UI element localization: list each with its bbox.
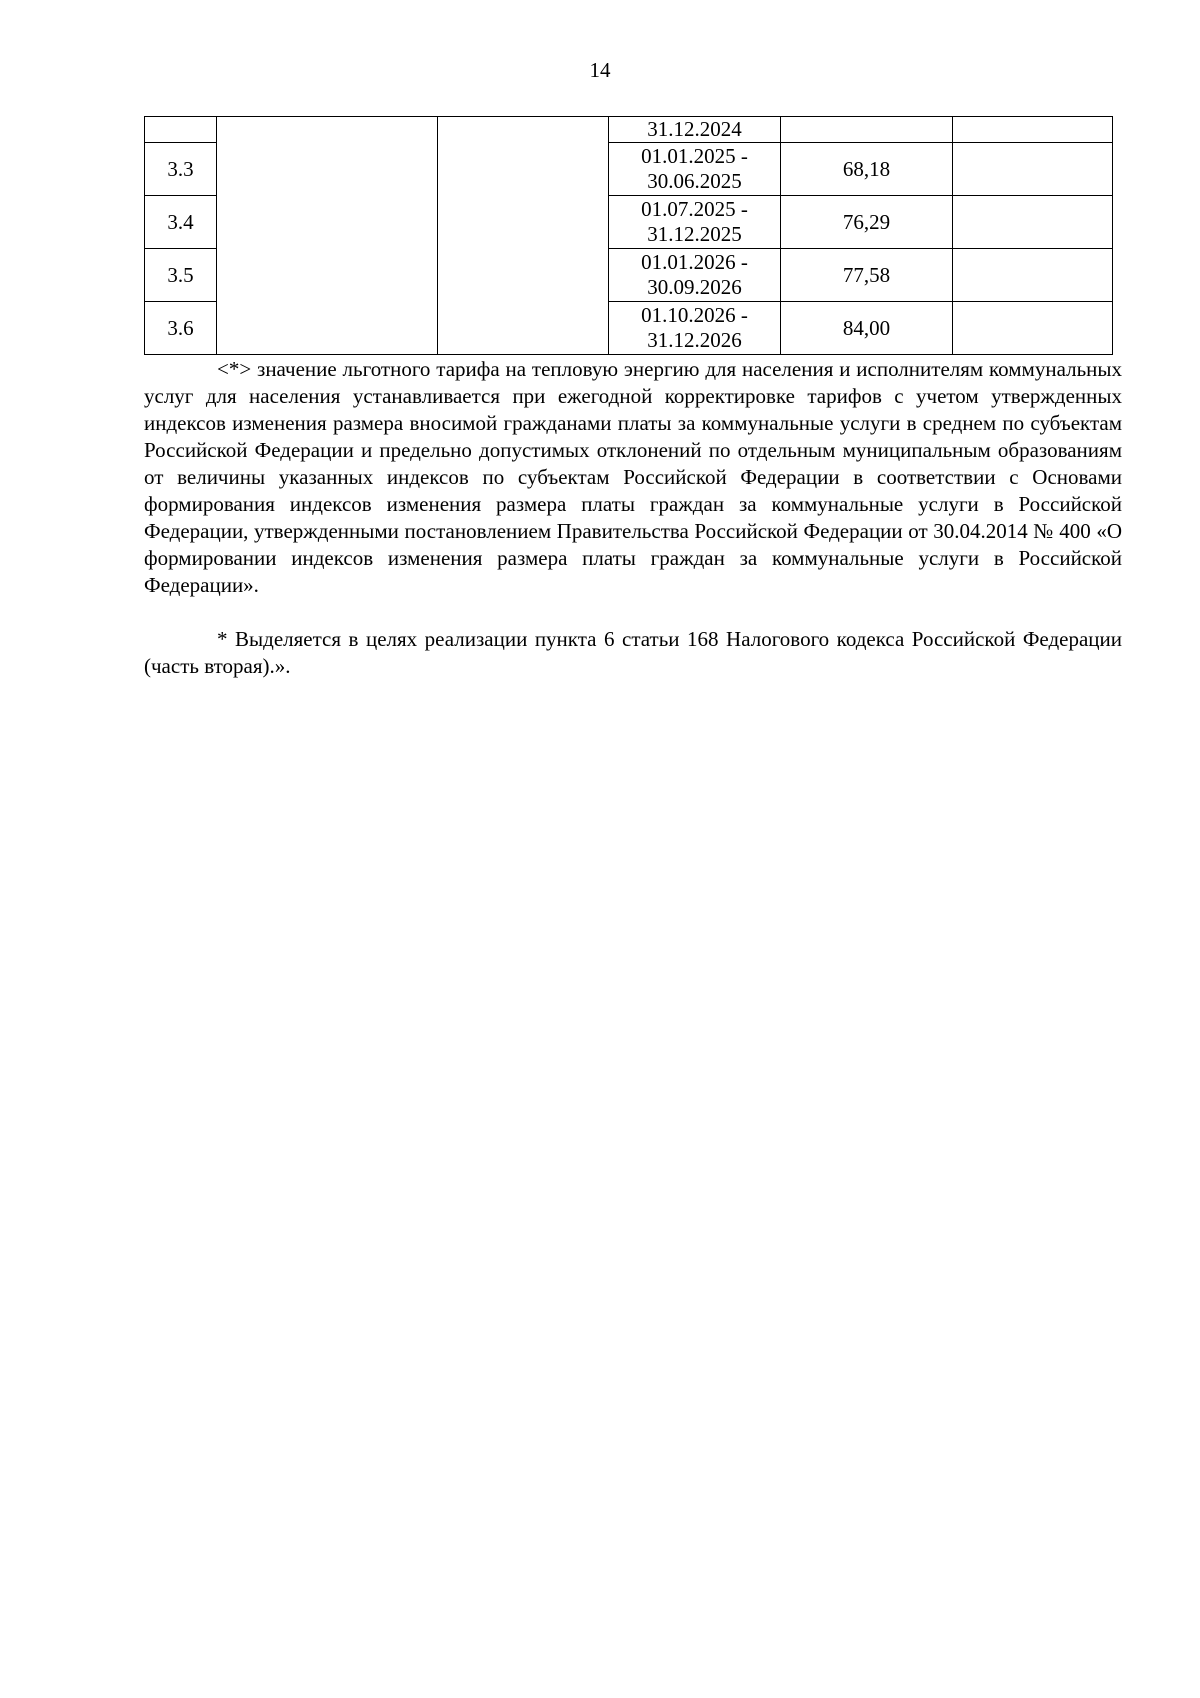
extra-cell <box>953 143 1113 196</box>
period-start: 01.10.2026 - <box>641 303 748 327</box>
row-number-cell: 3.6 <box>145 302 217 355</box>
period-end: 31.12.2025 <box>647 222 742 246</box>
period-start: 01.01.2025 - <box>641 144 748 168</box>
footnotes <box>144 356 1122 680</box>
footnote-tax-code: * Выделяется в целях реализации пункта 6 статьи 168 Налогового кодекса Российской Федерации (часть вторая).». <box>144 627 1122 678</box>
extra-cell <box>953 196 1113 249</box>
period-start: 01.07.2025 - <box>641 197 748 221</box>
period-cell <box>609 196 781 249</box>
merged-cell-col-2 <box>217 117 438 355</box>
merged-cell-col-3 <box>438 117 609 355</box>
table-row <box>145 117 1113 143</box>
row-number-cell: 3.4 <box>145 196 217 249</box>
extra-cell <box>953 117 1113 143</box>
value-cell: 76,29 <box>781 196 953 249</box>
page-number: 14 <box>589 58 611 82</box>
row-number-cell <box>145 117 217 143</box>
period-end: 30.06.2025 <box>647 169 742 193</box>
period-end: 30.09.2026 <box>647 275 742 299</box>
extra-cell <box>953 249 1113 302</box>
value-cell: 77,58 <box>781 249 953 302</box>
row-number-cell: 3.5 <box>145 249 217 302</box>
footnote-benefit-tariff: <*> значение льготного тарифа на тепловую энергию для населения и исполнителям коммунальных услуг для населения устанавливается при ежегодной корректировке тарифов с учетом утвержденных индексов изменения размера вносимой гражданами платы за коммунальные услуги в среднем по субъектам Российской Федерации и предельно допустимых отклонений по отдельным муниципальным образованиям от величины указанных индексов по субъектам Российской Федерации в соответствии с Основами формирования индексов изменения размера платы граждан за коммунальные услуги в Российской Федерации, утвержденными постановлением Правительства Российской Федерации от 30.04.2014 № 400 «О формировании индексов изменения размера платы граждан за коммунальные услуги в Российской Федерации». <box>144 357 1122 597</box>
period-cell <box>609 249 781 302</box>
period-end: 31.12.2026 <box>647 328 742 352</box>
value-cell <box>781 117 953 143</box>
period-cell: 31.12.2024 <box>609 117 781 143</box>
value-cell: 84,00 <box>781 302 953 355</box>
period-start: 01.01.2026 - <box>641 250 748 274</box>
value-cell: 68,18 <box>781 143 953 196</box>
extra-cell <box>953 302 1113 355</box>
tariff-table <box>144 116 1113 355</box>
row-number-cell: 3.3 <box>145 143 217 196</box>
period-cell <box>609 143 781 196</box>
period-cell <box>609 302 781 355</box>
